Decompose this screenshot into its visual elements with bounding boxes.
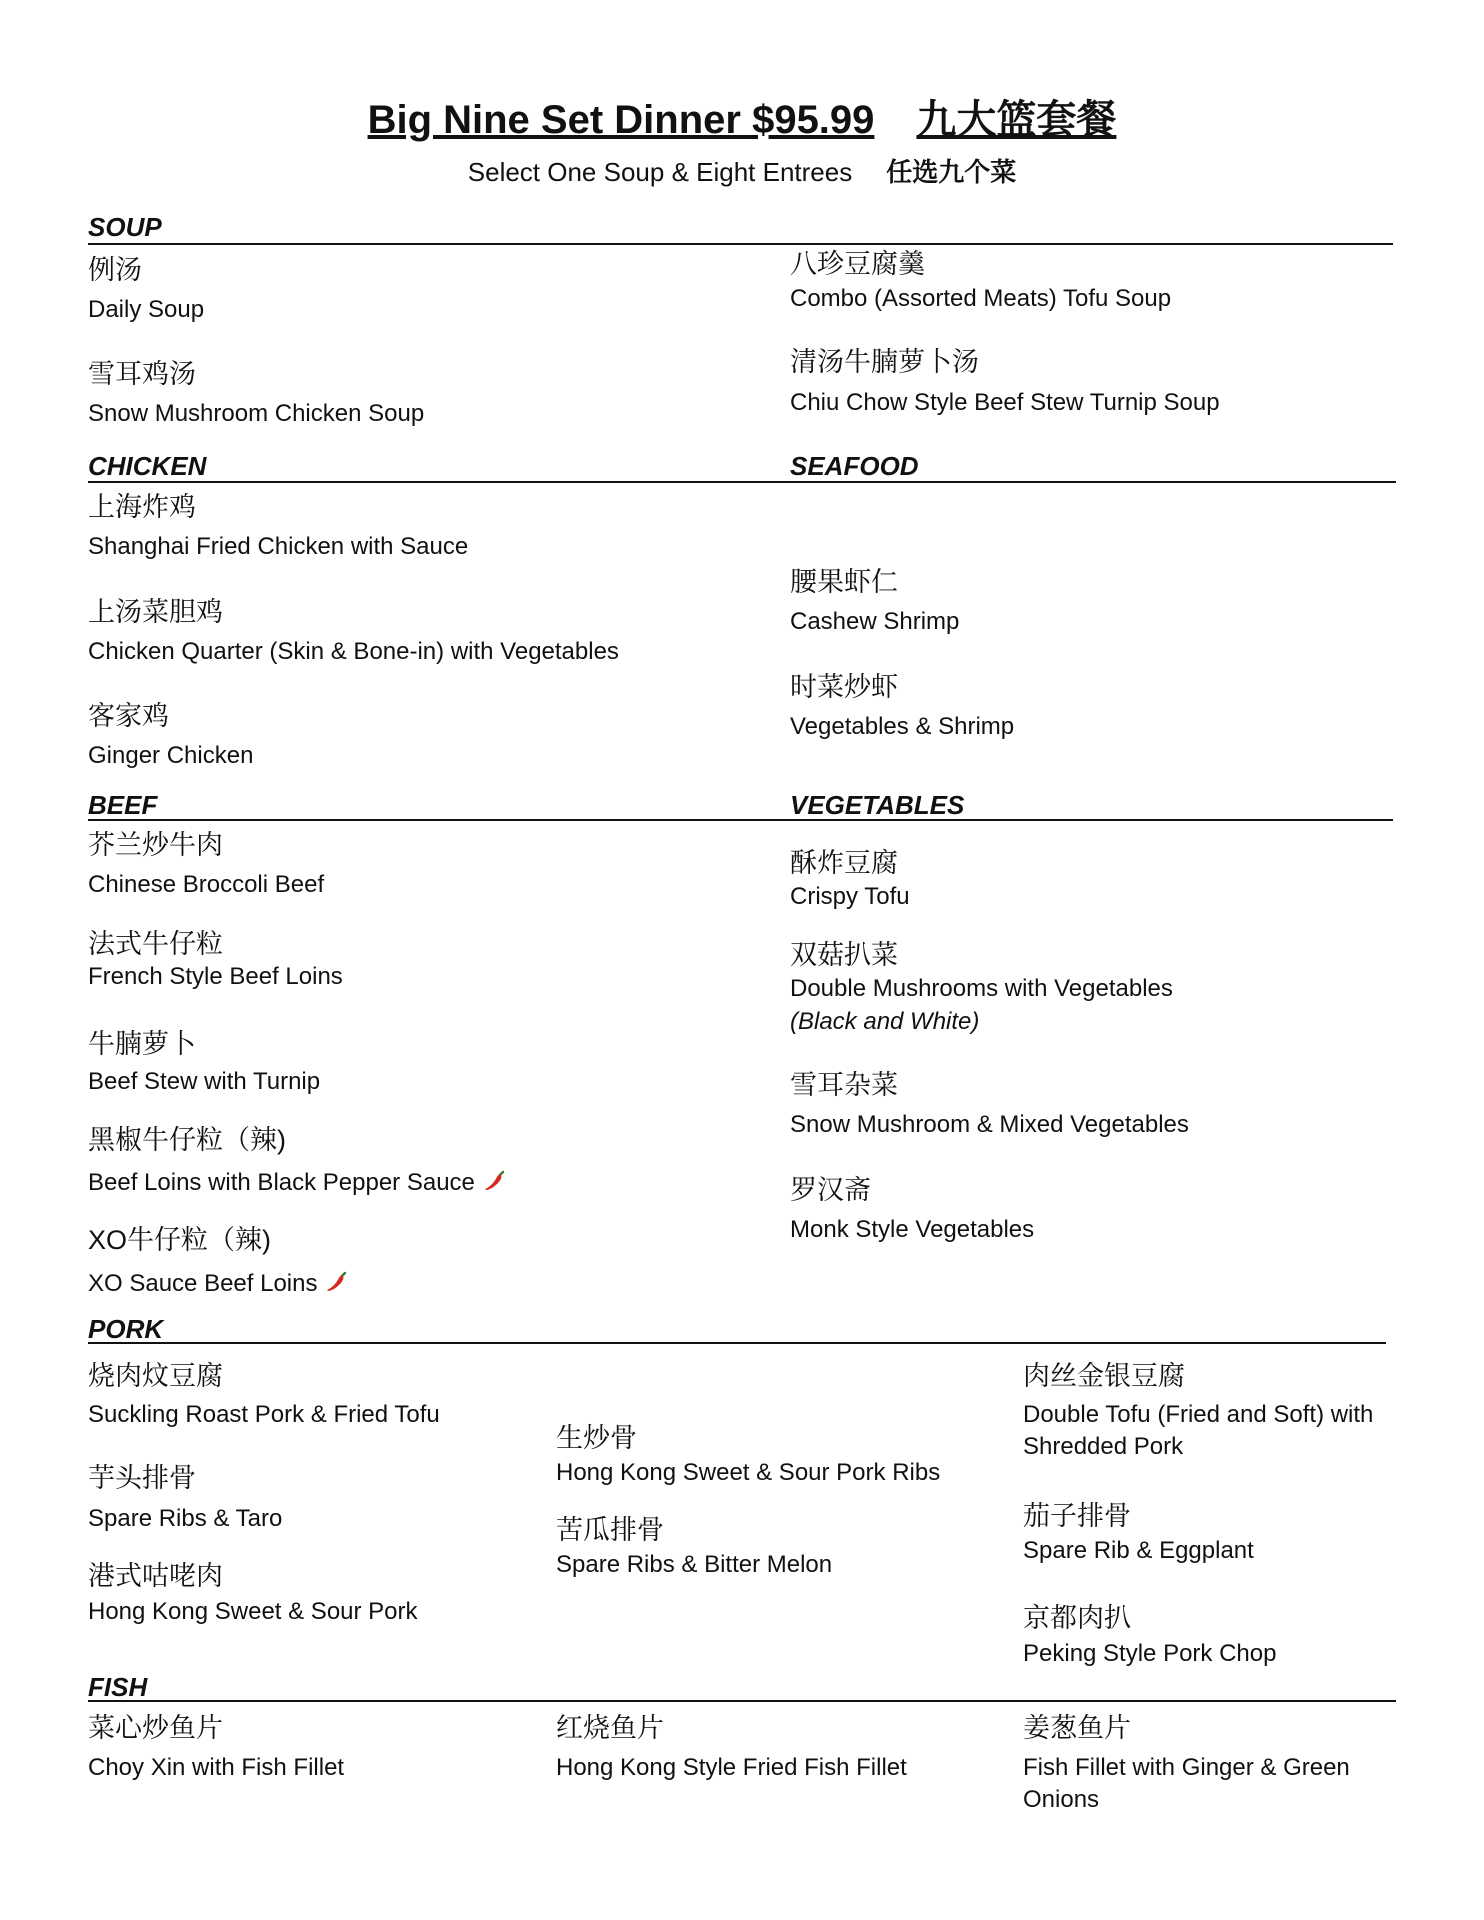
page-title	[0, 88, 1484, 145]
item-zh: 雪耳鸡汤	[88, 359, 196, 389]
section-chicken-seafood-rule	[88, 481, 1396, 483]
section-pork-rule	[88, 1342, 1386, 1344]
section-chicken-label: CHICKEN	[88, 451, 207, 481]
item-en: Double Tofu (Fried and Soft) with	[1023, 1401, 1374, 1428]
item-en: Chiu Chow Style Beef Stew Turnip Soup	[790, 389, 1220, 416]
item-zh: 清汤牛腩萝卜汤	[790, 347, 979, 377]
item-zh: 苦瓜排骨	[556, 1515, 664, 1545]
item-zh: 上汤菜胆鸡	[88, 597, 223, 627]
item-note: (Black and White)	[790, 1008, 980, 1035]
item-zh: 肉丝金银豆腐	[1023, 1361, 1185, 1391]
item-en: Chicken Quarter (Skin & Bone-in) with Vegetables	[88, 638, 619, 665]
section-seafood-label: SEAFOOD	[790, 451, 919, 481]
page-subtitle	[0, 152, 1484, 189]
item-en: Vegetables & Shrimp	[790, 713, 1015, 740]
subtitle-en: Select One Soup & Eight Entrees	[467, 157, 853, 187]
section-pork-label: PORK	[88, 1314, 164, 1344]
item-en-cont: Onions	[1023, 1786, 1100, 1813]
item-zh: XO牛仔粒（辣)	[88, 1225, 272, 1255]
section-soup-rule	[88, 243, 1393, 245]
item-en: Shanghai Fried Chicken with Sauce	[88, 533, 469, 560]
item-zh: 雪耳杂菜	[790, 1070, 898, 1100]
item-en: Hong Kong Sweet & Sour Pork	[88, 1598, 418, 1625]
section-soup-label: SOUP	[88, 212, 162, 242]
section-vegetables-label: VEGETABLES	[790, 790, 965, 820]
item-zh: 例汤	[88, 255, 142, 285]
item-en: Beef Stew with Turnip	[88, 1068, 321, 1095]
item-en: Hong Kong Style Fried Fish Fillet	[556, 1754, 907, 1781]
section-beef-label: BEEF	[88, 790, 158, 820]
title-zh: 九大篮套餐	[916, 98, 1117, 142]
item-zh: 烧肉炆豆腐	[88, 1361, 223, 1391]
item-zh: 茄子排骨	[1023, 1501, 1131, 1531]
item-zh: 八珍豆腐羹	[790, 249, 925, 279]
item-zh: 芥兰炒牛肉	[88, 830, 223, 860]
item-en: Ginger Chicken	[88, 742, 254, 769]
item-zh: 时菜炒虾	[790, 672, 898, 702]
item-en: Fish Fillet with Ginger & Green	[1023, 1754, 1350, 1781]
item-zh: 罗汉斋	[790, 1175, 871, 1205]
item-en: Chinese Broccoli Beef	[88, 871, 325, 898]
item-en: Spare Rib & Eggplant	[1023, 1537, 1254, 1564]
item-en: Choy Xin with Fish Fillet	[88, 1754, 345, 1781]
item-en: Peking Style Pork Chop	[1023, 1640, 1277, 1667]
item-zh: 法式牛仔粒	[88, 929, 223, 959]
item-zh: 黑椒牛仔粒（辣)	[88, 1125, 286, 1155]
item-zh: 腰果虾仁	[790, 567, 898, 597]
item-en-text: XO Sauce Beef Loins	[88, 1270, 318, 1297]
item-en-with-spicy-mark	[88, 1168, 507, 1198]
item-zh: 京都肉扒	[1023, 1603, 1131, 1633]
subtitle-zh: 任选九个菜	[886, 157, 1017, 187]
item-en-text: Beef Loins with Black Pepper Sauce	[88, 1169, 475, 1196]
item-en-with-spicy-mark	[88, 1269, 349, 1299]
chili-pepper-icon	[483, 1169, 507, 1193]
item-en: Combo (Assorted Meats) Tofu Soup	[790, 285, 1172, 312]
item-zh: 酥炸豆腐	[790, 848, 898, 878]
item-en: Cashew Shrimp	[790, 608, 960, 635]
item-zh: 港式咕咾肉	[88, 1561, 223, 1591]
item-en: Spare Ribs & Bitter Melon	[556, 1551, 833, 1578]
item-zh: 牛腩萝卜	[88, 1029, 196, 1059]
item-zh: 生炒骨	[556, 1423, 637, 1453]
title-en: Big Nine Set Dinner $95.99	[367, 98, 875, 142]
item-en: Snow Mushroom Chicken Soup	[88, 400, 425, 427]
item-zh: 姜葱鱼片	[1023, 1713, 1131, 1743]
item-en: Monk Style Vegetables	[790, 1216, 1035, 1243]
item-en-cont: Shredded Pork	[1023, 1433, 1184, 1460]
item-zh: 芋头排骨	[88, 1463, 196, 1493]
item-zh: 客家鸡	[88, 701, 169, 731]
item-en: Suckling Roast Pork & Fried Tofu	[88, 1401, 440, 1428]
section-fish-rule	[88, 1700, 1396, 1702]
item-zh: 菜心炒鱼片	[88, 1713, 223, 1743]
item-en: French Style Beef Loins	[88, 963, 343, 990]
section-beef-vegetables-rule	[88, 819, 1393, 821]
item-en: Spare Ribs & Taro	[88, 1505, 283, 1532]
item-en: Crispy Tofu	[790, 883, 910, 910]
item-zh: 双菇扒菜	[790, 940, 898, 970]
item-en: Daily Soup	[88, 296, 205, 323]
item-zh: 红烧鱼片	[556, 1713, 664, 1743]
item-en: Hong Kong Sweet & Sour Pork Ribs	[556, 1459, 941, 1486]
chili-pepper-icon	[325, 1270, 349, 1294]
item-zh: 上海炸鸡	[88, 492, 196, 522]
item-en: Double Mushrooms with Vegetables	[790, 975, 1173, 1002]
item-en: Snow Mushroom & Mixed Vegetables	[790, 1111, 1189, 1138]
section-fish-label: FISH	[88, 1672, 148, 1702]
